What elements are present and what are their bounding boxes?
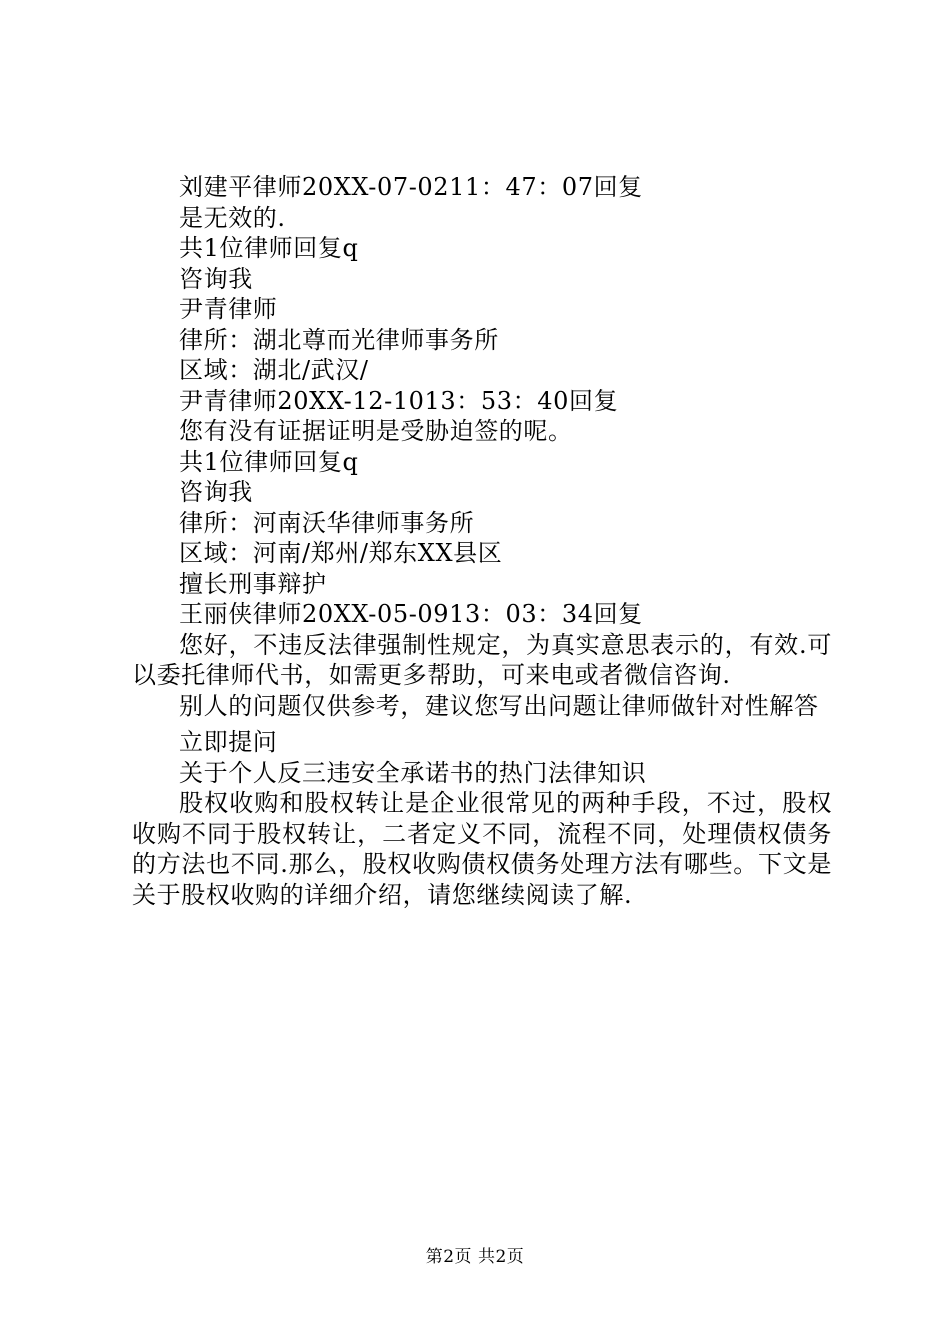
reply-count-2: 共1位律师回复q [179, 447, 359, 476]
reply-header-yin: 尹青律师20XX-12-1013：53：40回复 [179, 386, 619, 415]
region-2: 区域：河南/郑州/郑东XX县区 [179, 539, 503, 567]
reply-header-wang: 王丽侠律师20XX-05-0913：03：34回复 [179, 600, 643, 628]
reply-text-wang: 您好，不违反法律强制性规定，为真实意思表示的，有效.可以委托律师代书，如需更多帮助，可来电或者微信咨询. [132, 630, 832, 689]
consult-me-1: 咨询我 [179, 264, 253, 293]
section-heading: 关于个人反三违安全承诺书的热门法律知识 [179, 758, 647, 787]
lawyer-name-yin: 尹青律师 [179, 295, 278, 323]
page-number: 第2页 共2页 [425, 1247, 525, 1267]
body-paragraph: 股权收购和股权转让是企业很常见的两种手段，不过，股权收购不同于股权转让，二者定义不同，流程不同，处理债权债务的方法也不同.那么，股权收购债权债务处理方法有哪些。下文是关于股权收购的详细介绍，请您继续阅读了解. [132, 789, 832, 909]
reply-header-liu: 刘建平律师20XX-07-0211：47：07回复 [179, 173, 643, 201]
reply-count-1: 共1位律师回复q [179, 234, 359, 262]
region-1: 区域：湖北/武汉/ [179, 356, 369, 384]
document-body [132, 172, 832, 910]
consult-me-2: 咨询我 [179, 478, 253, 506]
law-firm-1: 律所：湖北尊而光律师事务所 [179, 325, 499, 354]
reply-text-yin: 您有没有证据证明是受胁迫签的呢。 [179, 417, 573, 445]
reply-text-liu: 是无效的. [179, 203, 286, 232]
ask-now-link[interactable]: 立即提问 [179, 728, 278, 756]
law-firm-2: 律所：河南沃华律师事务所 [179, 508, 475, 537]
specialty: 擅长刑事辩护 [179, 569, 327, 598]
notice-paragraph: 别人的问题仅供参考，建议您写出问题让律师做针对性解答 [179, 691, 819, 720]
